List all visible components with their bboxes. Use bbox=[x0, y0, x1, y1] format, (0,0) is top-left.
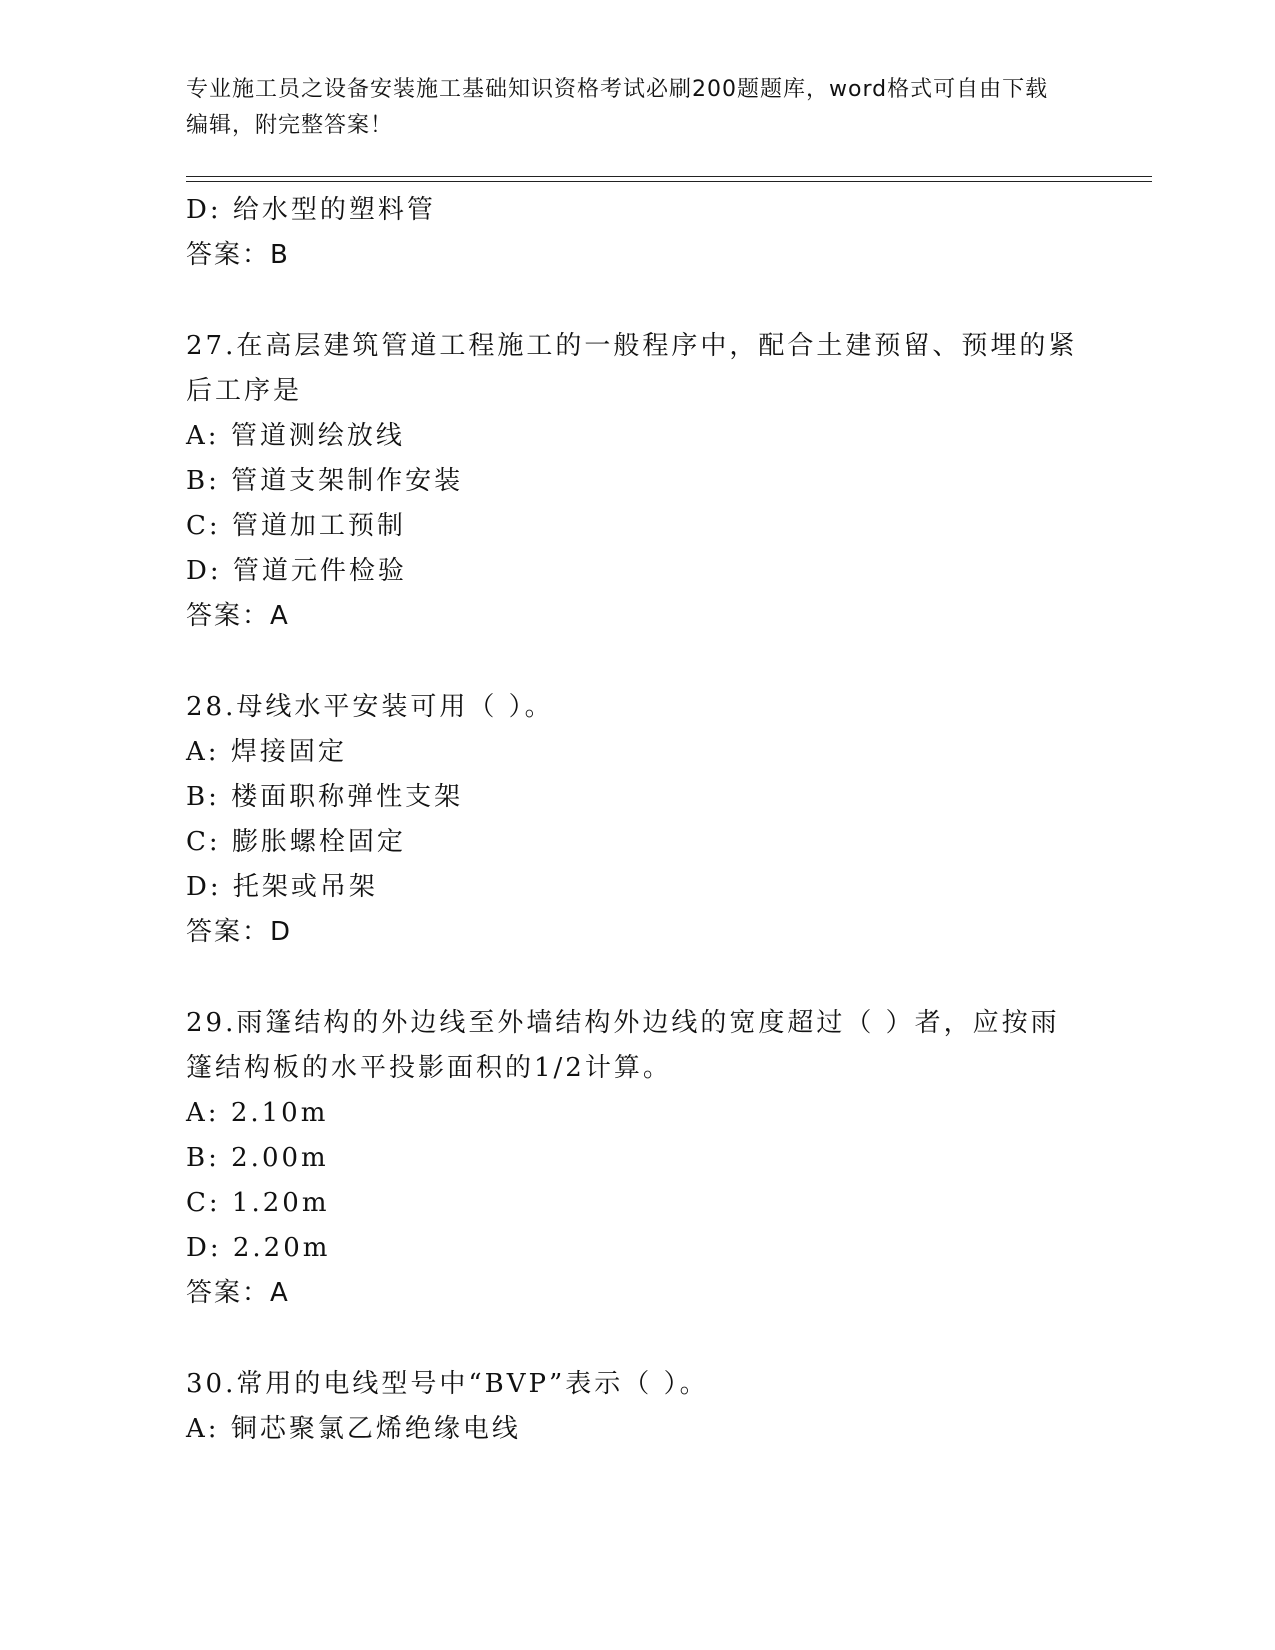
option-letter: C: bbox=[186, 827, 221, 857]
spacer bbox=[186, 639, 1086, 685]
option-a bbox=[186, 730, 1086, 775]
option-b bbox=[186, 1136, 1086, 1181]
question-28 bbox=[186, 685, 1086, 955]
question-27 bbox=[186, 324, 1086, 639]
option-text: 膨胀螺栓固定 bbox=[231, 827, 406, 857]
spacer bbox=[186, 1316, 1086, 1362]
option-text: 管道测绘放线 bbox=[230, 421, 405, 451]
option-letter: D: bbox=[186, 872, 222, 902]
option-letter: D: bbox=[186, 1233, 222, 1263]
spacer bbox=[186, 955, 1086, 1001]
option-d bbox=[186, 188, 1086, 233]
option-b bbox=[186, 775, 1086, 820]
option-text: 托架或吊架 bbox=[232, 872, 378, 902]
question-title: 28.母线水平安装可用（ ）。 bbox=[186, 692, 554, 722]
spacer bbox=[186, 278, 1086, 324]
option-c bbox=[186, 504, 1086, 549]
option-letter: B: bbox=[186, 466, 220, 496]
option-letter: A: bbox=[186, 737, 220, 767]
answer: 答案：A bbox=[186, 1278, 290, 1308]
option-a bbox=[186, 1091, 1086, 1136]
option-letter: D: bbox=[186, 195, 222, 225]
answer: 答案：D bbox=[186, 917, 293, 947]
answer: 答案：B bbox=[186, 240, 290, 270]
header-divider-top bbox=[186, 176, 1152, 177]
option-letter: A: bbox=[186, 1098, 220, 1128]
option-text: 2.10m bbox=[230, 1098, 329, 1128]
question-29 bbox=[186, 1001, 1086, 1316]
option-text: 焊接固定 bbox=[230, 737, 347, 767]
option-letter: C: bbox=[186, 1188, 221, 1218]
option-letter: D: bbox=[186, 556, 222, 586]
prev-question-tail bbox=[186, 188, 1086, 278]
answer: 答案：A bbox=[186, 601, 290, 631]
option-d bbox=[186, 1226, 1086, 1271]
option-letter: A: bbox=[186, 1414, 220, 1444]
option-letter: A: bbox=[186, 421, 220, 451]
option-letter: C: bbox=[186, 511, 221, 541]
option-text: 给水型的塑料管 bbox=[232, 195, 436, 225]
option-d bbox=[186, 549, 1086, 594]
option-text: 楼面职称弹性支架 bbox=[231, 782, 464, 812]
question-30 bbox=[186, 1362, 1086, 1452]
option-a bbox=[186, 414, 1086, 459]
option-a bbox=[186, 1407, 1086, 1452]
document-header: 专业施工员之设备安装施工基础知识资格考试必刷200题题库，word格式可自由下载编辑，附完整答案！ bbox=[186, 77, 1049, 138]
option-text: 2.00m bbox=[231, 1143, 329, 1173]
option-letter: B: bbox=[186, 782, 220, 812]
question-title: 29.雨篷结构的外边线至外墙结构外边线的宽度超过（ ）者，应按雨篷结构板的水平投影面积的1/2计算。 bbox=[186, 1008, 1060, 1083]
option-text: 2.20m bbox=[232, 1233, 331, 1263]
option-text: 管道支架制作安装 bbox=[231, 466, 464, 496]
option-letter: B: bbox=[186, 1143, 220, 1173]
option-text: 管道元件检验 bbox=[232, 556, 407, 586]
option-text: 1.20m bbox=[231, 1188, 330, 1218]
option-c bbox=[186, 1181, 1086, 1226]
question-list bbox=[186, 188, 1086, 1452]
question-title: 30.常用的电线型号中“BVP”表示（ ）。 bbox=[186, 1369, 709, 1399]
question-title: 27.在高层建筑管道工程施工的一般程序中，配合土建预留、预埋的紧后工序是 bbox=[186, 331, 1078, 406]
header-divider-bottom bbox=[186, 181, 1152, 182]
option-d bbox=[186, 865, 1086, 910]
option-text: 铜芯聚氯乙烯绝缘电线 bbox=[230, 1414, 521, 1444]
option-c bbox=[186, 820, 1086, 865]
option-b bbox=[186, 459, 1086, 504]
option-text: 管道加工预制 bbox=[231, 511, 406, 541]
